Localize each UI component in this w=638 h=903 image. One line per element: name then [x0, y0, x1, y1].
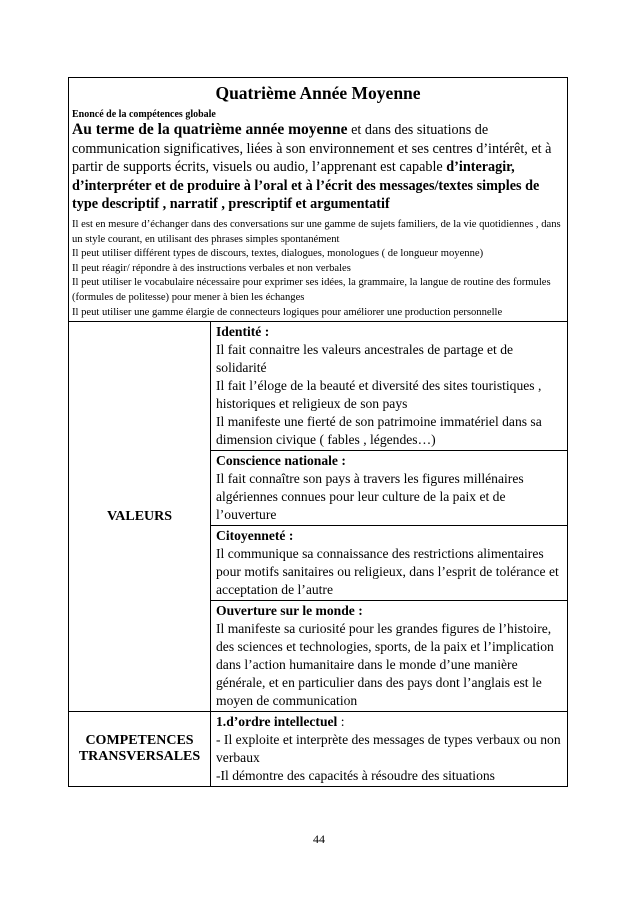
valeur-block-conscience: [211, 451, 568, 526]
valeurs-label: VALEURS: [106, 508, 173, 524]
valeur-line: Il manifeste sa curiosité pour les grandes figures de l’histoire, des sciences et technologies, sports, de la paix et l’implication dans l’action humanitaire dans le monde d’une manière générale, et en particulier dans des pays dont l’anglais est le moyen de communication: [216, 621, 554, 709]
document: [68, 77, 567, 787]
competences-label-cell: [69, 712, 211, 787]
lead-bold-end: d’interagir, d’interpréter et de produire à l’oral et à l’écrit des messages/textes simples de type descriptif , narratif , prescriptif et argumentatif: [72, 159, 540, 213]
valeur-line: Il fait l’éloge de la beauté et diversité des sites touristiques , historiques et religieux de son pays: [216, 378, 542, 412]
valeur-line: Il manifeste une fierté de son patrimoine immatériel dans sa dimension civique ( fables , légendes…): [216, 414, 542, 448]
valeur-block-citoyennete: [211, 526, 568, 601]
competence-globale-cell: [69, 78, 568, 322]
detail-item: Il peut utiliser différent types de discours, textes, dialogues, monologues ( de longueur moyenne): [72, 248, 484, 260]
competence-heading: 1.d’ordre intellectuel: [216, 714, 338, 730]
competence-line: -Il démontre des capacités à résoudre des situations: [216, 768, 495, 784]
detail-item: Il peut utiliser le vocabulaire nécessaire pour exprimer ses idées, la grammaire, la langue de routine des formules (formules de politesse) pour mener à bien les échanges: [72, 277, 551, 303]
valeur-heading: Citoyenneté :: [216, 528, 294, 544]
valeur-line: Il fait connaitre les valeurs ancestrales de partage et de solidarité: [216, 342, 514, 376]
global-competence-statement: [72, 121, 564, 214]
competence-heading-suffix: :: [337, 714, 345, 730]
valeur-heading: Identité :: [216, 324, 270, 340]
details-list: [72, 218, 564, 320]
competences-label: TRANSVERSALES: [78, 749, 201, 765]
valeur-line: Il fait connaître son pays à travers les figures millénaires algériennes connues pour leur culture de la paix et de l’ouverture: [216, 471, 524, 523]
header-row: [69, 78, 568, 322]
valeurs-label-cell: [69, 322, 211, 712]
detail-item: Il peut utiliser une gamme élargie de connecteurs logiques pour améliorer une production personnelle: [72, 306, 503, 318]
valeur-block-ouverture: [211, 601, 568, 712]
valeur-block-identite: [211, 322, 568, 451]
competences-row: [69, 712, 568, 787]
detail-item: Il est en mesure d’échanger dans des conversations sur une gamme de sujets familiers, de la vie quotidiennes , dans un style courant, en utilisant des phrases simples spontanément: [72, 218, 561, 245]
valeur-heading: Conscience nationale :: [216, 453, 346, 469]
page-number: 44: [313, 832, 325, 846]
competence-line: - Il exploite et interprète des messages de types verbaux ou non verbaux: [216, 732, 561, 766]
valeur-heading: Ouverture sur le monde :: [216, 603, 363, 619]
detail-item: Il peut réagir/ répondre à des instructions verbales et non verbales: [72, 262, 351, 274]
competences-content: [211, 712, 568, 787]
enonce-label: Enoncé de la compétences globale: [72, 109, 216, 120]
lead-bold-start: Au terme de la quatrième année moyenne: [72, 121, 348, 138]
competence-table: [68, 77, 568, 787]
valeur-line: Il communique sa connaissance des restrictions alimentaires pour motifs sanitaires ou religieux, dans l’esprit de tolérance et acceptation de l’autre: [216, 546, 559, 598]
competences-label: COMPETENCES: [85, 733, 194, 749]
valeurs-row: [69, 322, 568, 451]
lead-text: et dans des situations de communication significatives, liées à son environnement et ses centres d’intérêt, et à partir de supports écrits, visuels ou audio, l’apprenant est capable: [72, 122, 552, 176]
page-title: Quatrième Année Moyenne: [215, 83, 421, 103]
